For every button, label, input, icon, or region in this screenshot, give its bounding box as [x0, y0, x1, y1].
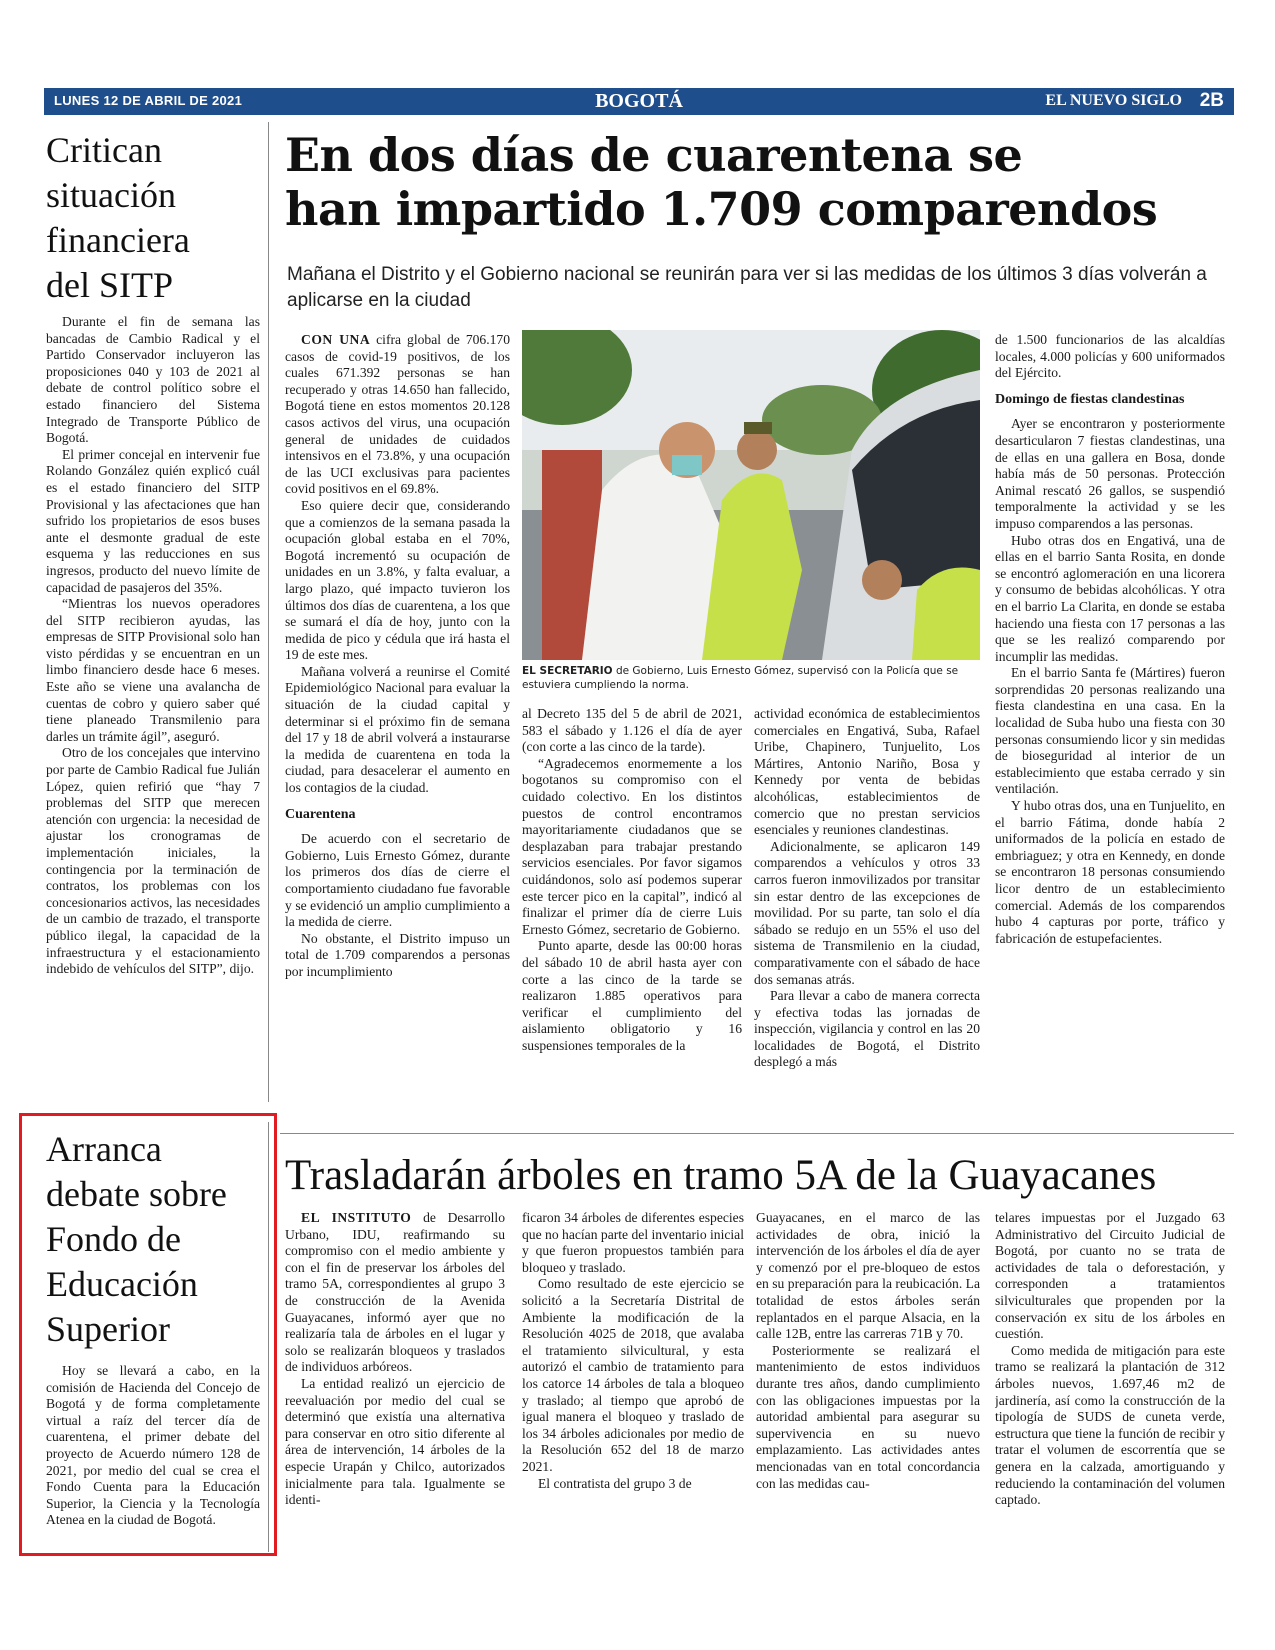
paragraph: de 1.500 funcionarios de las alcaldías locales, 4.000 policías y 600 uniformados del Ejército. [995, 332, 1225, 381]
paragraph: Mañana volverá a reunirse el Comité Epidemiológico Nacional para evaluar la situación de la ciudad capital y determinar si el próximo fin de semana del 17 y 18 de abril volverá a instaurarse la medida de cuarentena en toda la ciudad, para desacelerar el aumento en los contagios de la ciudad. [285, 663, 510, 796]
paragraph: Guayacanes, en el marco de las actividades de obra, inició la intervención de los árboles el día de ayer y comenzó por el pre-bloqueo de estos en su preparación para la reubicación. La totalidad de estos árboles serán replantados en el parque Alsacia, en la calle 12B, entre las carreras 71B y 70. [756, 1210, 980, 1342]
fondo-article-body [46, 1363, 260, 1548]
paragraph: “Agradecemos enormemente a los bogotanos su compromiso con el cuidado colectivo. En los distintos puestos de control encontramos mayoritariamente ciudadanos que se desplazaban para trabajar prestando servicios esenciales. Por favor sigamos cuidándonos, solo así podemos superar este tercer pico en la capital”, indicó al finalizar el primer día de cierre Luis Ernesto Gómez, secretario de Gobierno. [522, 755, 742, 937]
main-article-col-4 [995, 332, 1225, 1127]
caption-kicker: EL SECRETARIO [522, 665, 613, 677]
section-name: BOGOTÁ [595, 90, 683, 112]
sitp-headline-line: Critican [46, 130, 162, 170]
paragraph: Adicionalmente, se aplicaron 149 comparendos a vehículos y otros 33 carros fueron inmovilizados por transitar sin estar dentro de las excepciones de movilidad. Por su parte, tan solo el día sábado se redujo en un 55% el uso del sistema de Transmilenio en la ciudad, comparativamente con el sábado de hace dos semanas atrás. [754, 838, 980, 987]
sitp-article-body [46, 314, 260, 1099]
subheading: Domingo de fiestas clandestinas [995, 391, 1185, 407]
paragraph: Hoy se llevará a cabo, en la comisión de Hacienda del Concejo de Bogotá y de forma completamente virtual a raíz del tercer día de cuarentena, el primer debate del proyecto de Acuerdo número 128 de 2021, por medio del cual se crea el Fondo Cuenta para la Educación Superior, la Ciencia y la Tecnología Atenea en la ciudad de Bogotá. [46, 1363, 260, 1528]
paragraph: Posteriormente se realizará el mantenimiento de estos individuos durante tres años, dando cumplimiento con las obligaciones impuestas por la autoridad ambiental para asegurar su supervivencia en su nuevo emplazamiento. Las actividades antes mencionadas van en total concordancia con las medidas cau- [756, 1342, 980, 1491]
paragraph: Como medida de mitigación para este tramo se realizará la plantación de 312 árboles nuevos, 1.697,46 m2 de jardinería, así como la construcción de la tipología de SUDS de cuneta verde, estructura que tiene la función de recibir y tratar el volumen de escorrentía que se genera en la calzada, amortiguando y reduciendo la contaminación del volumen captado. [995, 1342, 1225, 1508]
paragraph: Eso quiere decir que, considerando que a comienzos de la semana pasada la ocupación global estaba en el 70%, Bogotá incrementó su ocupación de unidades en un 3.8%, y falta evaluar, a largo plazo, qué impacto tuvieron los últimos dos días de cuarentena, a los que se sumará el día de hoy, junto con la medida de pico y cédula que irá hasta el 19 de este mes. [285, 497, 510, 663]
page-number: 2B [1199, 90, 1224, 111]
main-headline [285, 128, 1235, 236]
lead-text: cifra global de 706.170 casos de covid-19 positivos, de los cuales 671.392 personas se han recuperado y otras 14.650 han fallecido, Bogotá tiene en estos momentos 20.128 casos activos del virus, una ocupación general de unidades de cuidados intensivos en el 73.8%, y una ocupación de las UCI exclusivas para pacientes covid positivos en el 69.8%. [285, 332, 510, 497]
fondo-headline-line: Fondo de [46, 1219, 181, 1259]
paragraph: Para llevar a cabo de manera correcta y efectiva todas las jornadas de inspección, vigilancia y control en las 20 localidades de Bogotá, el Distrito desplegó a más [754, 988, 980, 1070]
sitp-headline-line: del SITP [46, 265, 174, 305]
photo-caption [522, 664, 980, 692]
paragraph: No obstante, el Distrito impuso un total de 1.709 comparendos a personas por incumplimiento [285, 930, 510, 979]
issue-date: LUNES 12 DE ABRIL DE 2021 [54, 93, 243, 108]
paragraph: Punto aparte, desde las 00:00 horas del sábado 10 de abril hasta ayer con corte a las cinco de la tarde se realizaron 1.885 operativos para verificar el cumplimiento del aislamiento obligatorio y 16 suspensiones temporales de la [522, 938, 742, 1053]
paragraph: Como resultado de este ejercicio se solicitó a la Secretaría Distrital de Ambiente la modificación de la Resolución 4025 de 2018, que avalaba el tratamiento silvicultural, y esta autorizó el cambio de tratamiento para los catorce 14 árboles de tala a bloqueo y traslado; al tiempo que aprobó de igual manera el bloqueo y traslado de los 34 árboles adicionales por medio de la Resolución 652 del 18 de marzo 2021. [522, 1276, 744, 1474]
caption-text: de Gobierno, Luis Ernesto Gómez, supervisó con la Policía que se estuviera cumpliendo la norma. [522, 665, 959, 691]
lead-text: de Desarrollo Urbano, IDU, reafirmando su compromiso con el medio ambiente y con el fin de preservar los árboles del tramo 5A, correspondientes al grupo 3 de construcción de la Avenida Guayacanes, informó ayer que no realizaría tala de árboles en el lugar y solo se realizarán bloqueos y traslados de individuos arbóreos. [285, 1210, 505, 1375]
left-column-rule [268, 122, 269, 1102]
paragraph: En el barrio Santa fe (Mártires) fueron sorprendidas 20 personas realizando una fiesta clandestina en una casa. En la localidad de Suba hubo una fiesta con 30 personas consumiendo licor y sin medidas de bioseguridad al interior de un establecimiento que estaba cerrado y sin ventilación. [995, 665, 1225, 797]
main-headline-line: En dos días de cuarentena se [285, 128, 1023, 182]
sitp-headline-line: situación [46, 175, 176, 215]
trees-headline: Trasladarán árboles en tramo 5A de la Guayacanes [285, 1152, 1157, 1199]
newspaper-brand: EL NUEVO SIGLO [1045, 92, 1182, 109]
paragraph: Otro de los concejales que intervino por parte de Cambio Radical fue Julián López, quien refirió que “hay 7 problemas del SITP que merecen atención con urgencia: la necesidad de ajustar los cronogramas de implementación iniciales, la contingencia por la terminación de contratos, los problemas con los concesionarios activos, las necesidades de un cambio de trazado, el transporte público ilegal, la capacidad de la infraestructura y el estacionamiento indebido de vehículos del SITP”, dijo. [46, 745, 260, 977]
paragraph: Hubo otras dos en Engativá, una de ellas en el barrio Santa Rosita, en donde se encontró aglomeración en una licorera y consumo de bebidas alcohólicas. Y otra en el barrio La Clarita, en donde se estaba haciendo una fiesta con 17 personas a las que se les realizó comparendo por incumplir las medidas. [995, 532, 1225, 664]
paragraph: telares impuestas por el Juzgado 63 Administrativo del Circuito Judicial de Bogotá, por cuanto no se trata de actividades de tala o deforestación, y corresponden a tratamientos silviculturales que propenden por la conservación ex situ de los árboles en cuestión. [995, 1210, 1225, 1342]
fondo-headline-line: debate sobre [46, 1174, 227, 1214]
main-article-col-1 [285, 332, 510, 1137]
trees-article-col-4 [995, 1210, 1225, 1555]
lead-paragraph [285, 1210, 505, 1376]
paragraph: “Mientras los nuevos operadores del SITP recibieron ayudas, las empresas de SITP Provisional solo han visto pérdidas y se encuentran en un limbo financiero desde hace 6 meses. Este año se viene una avalancha de cuentas de cobro y quiero saber qué tiene planeado Transmilenio para darles un trámite ágil”, aseguró. [46, 596, 260, 744]
main-article-col-3 [754, 706, 980, 1126]
subheading: Cuarentena [285, 806, 356, 822]
paragraph: Ayer se encontraron y posteriormente desarticularon 7 fiestas clandestinas, una de ellas en una gallera en Bosa, donde había más de 50 personas. Protección Animal rescató 26 gallos, se suspendió temporalmente la actividad y se les impuso comparendos a las personas. [995, 416, 1225, 531]
main-deck: Mañana el Distrito y el Gobierno nacional se reunirán para ver si las medidas de los últimos 3 días volverán a aplicarse en la ciudad [287, 264, 1207, 311]
trees-article-col-3 [756, 1210, 980, 1555]
sitp-headline [46, 128, 261, 308]
paragraph: ficaron 34 árboles de diferentes especies que no hacían parte del inventario inicial y que fueron propuestos también para bloqueo y traslado. [522, 1210, 744, 1275]
main-article-col-2 [522, 706, 742, 1126]
fondo-headline-line: Arranca [46, 1129, 162, 1169]
fondo-headline [46, 1127, 261, 1352]
paragraph: al Decreto 135 del 5 de abril de 2021, 583 el sábado y 1.126 el día de ayer (con corte a las cinco de la tarde). [522, 706, 742, 755]
trees-article-col-2 [522, 1210, 744, 1555]
paragraph: actividad económica de establecimientos comerciales en Engativá, Suba, Rafael Uribe, Chapinero, Tunjuelito, Los Mártires, Antonio Nariño, Bosa y Kennedy por venta de bebidas alcohólicas, establecimientos de comercio que no prestan servicios esenciales y reuniones clandestinas. [754, 706, 980, 838]
street-checkpoint-photo [522, 330, 980, 660]
paragraph: El primer concejal en intervenir fue Rolando González quién explicó cuál es el estado financiero del SITP Provisional y las afectaciones que han sufrido los propietarios de esos buses ante el desmonte gradual de este esquema y las reducciones en sus ingresos, producto del nuevo límite de capacidad de pasajeros del 35%. [46, 446, 260, 595]
fondo-headline-line: Educación [46, 1264, 198, 1304]
main-headline-line: han impartido 1.709 comparendos [285, 182, 1158, 236]
sitp-headline-line: financiera [46, 220, 190, 260]
trees-article-col-1 [285, 1210, 505, 1555]
page-header-bar [44, 88, 1234, 115]
paragraph: Durante el fin de semana las bancadas de Cambio Radical y el Partido Conservador incluyeron las proposiciones 040 y 103 de 2021 al debate de control político sobre el estado financiero del Sistema Integrado de Transporte Público de Bogotá. [46, 314, 260, 446]
fondo-headline-line: Superior [46, 1309, 170, 1349]
paragraph: El contratista del grupo 3 de [538, 1475, 692, 1491]
lead-kicker: CON UNA [301, 332, 371, 347]
paragraph: La entidad realizó un ejercicio de reevaluación por medio del cual se determinó que existía una alternativa para conservar en otro sitio diferente al área de intervención, 14 árboles de la especie Urapán y Chilco, autorizados inicialmente para tala. Igualmente se identi- [285, 1375, 505, 1508]
paragraph: Y hubo otras dos, una en Tunjuelito, en el barrio Fátima, donde había 2 uniformados de la policía en estado de embriaguez; y otra en Kennedy, en donde se encontraron 18 personas consumiendo licor dentro de un establecimiento comercial. Además de los comparendos hubo 4 capturas por porte, tráfico y fabricación de estupefacientes. [995, 798, 1225, 946]
article-photo [522, 330, 980, 660]
lead-kicker: EL INSTITUTO [301, 1210, 412, 1225]
paragraph: De acuerdo con el secretario de Gobierno, Luis Ernesto Gómez, durante los primeros dos días de cierre el comportamiento ciudadano fue favorable y se evidenció un amplio cumplimiento a la medida de cierre. [285, 831, 510, 930]
lead-paragraph [285, 332, 510, 498]
